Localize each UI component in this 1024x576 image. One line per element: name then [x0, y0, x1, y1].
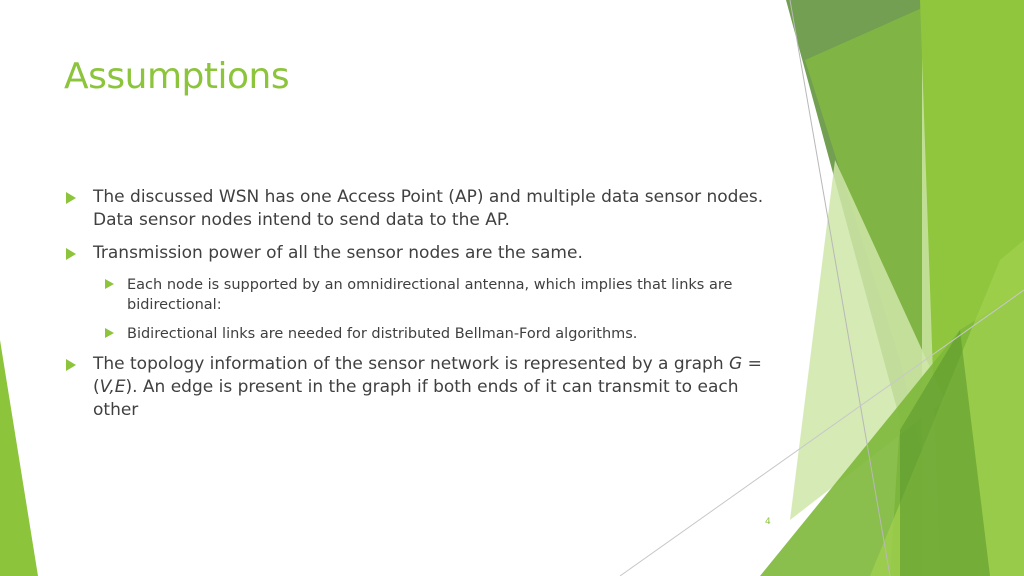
sub-bullet-item — [98, 324, 774, 344]
graph-symbol: G — [729, 354, 743, 374]
bullet-list — [64, 186, 774, 432]
graph-vertices-edges: V,E — [99, 377, 126, 397]
bullet-arrow-icon — [105, 328, 114, 338]
bullet-arrow-icon — [66, 359, 76, 371]
bullet-text: Transmission power of all the sensor nodes are the same. — [93, 243, 583, 263]
sub-bullet-text: Bidirectional links are needed for distributed Bellman-Ford algorithms. — [127, 326, 638, 342]
sub-bullet-text: Each node is supported by an omnidirectional antenna, which implies that links are bidirectional: — [127, 277, 733, 313]
bullet-text-part: The topology information of the sensor network is represented by a graph — [93, 354, 730, 374]
bullet-arrow-icon — [66, 248, 76, 260]
slide-title: Assumptions — [64, 56, 290, 97]
bullet-item — [64, 242, 774, 265]
green-shape-left — [0, 340, 38, 576]
sub-bullet-item — [98, 275, 774, 315]
bullet-item — [64, 353, 774, 422]
bullet-text-part: ). An edge is present in the graph if both ends of it can transmit to each other — [93, 377, 739, 420]
bullet-text: The discussed WSN has one Access Point (AP) and multiple data sensor nodes. Data sensor nodes intend to send data to the AP. — [93, 187, 764, 230]
bullet-arrow-icon — [105, 279, 114, 289]
bullet-text-part: = ( — [93, 354, 762, 397]
bullet-item — [64, 186, 774, 232]
bullet-arrow-icon — [66, 192, 76, 204]
page-number: 4 — [765, 517, 771, 527]
